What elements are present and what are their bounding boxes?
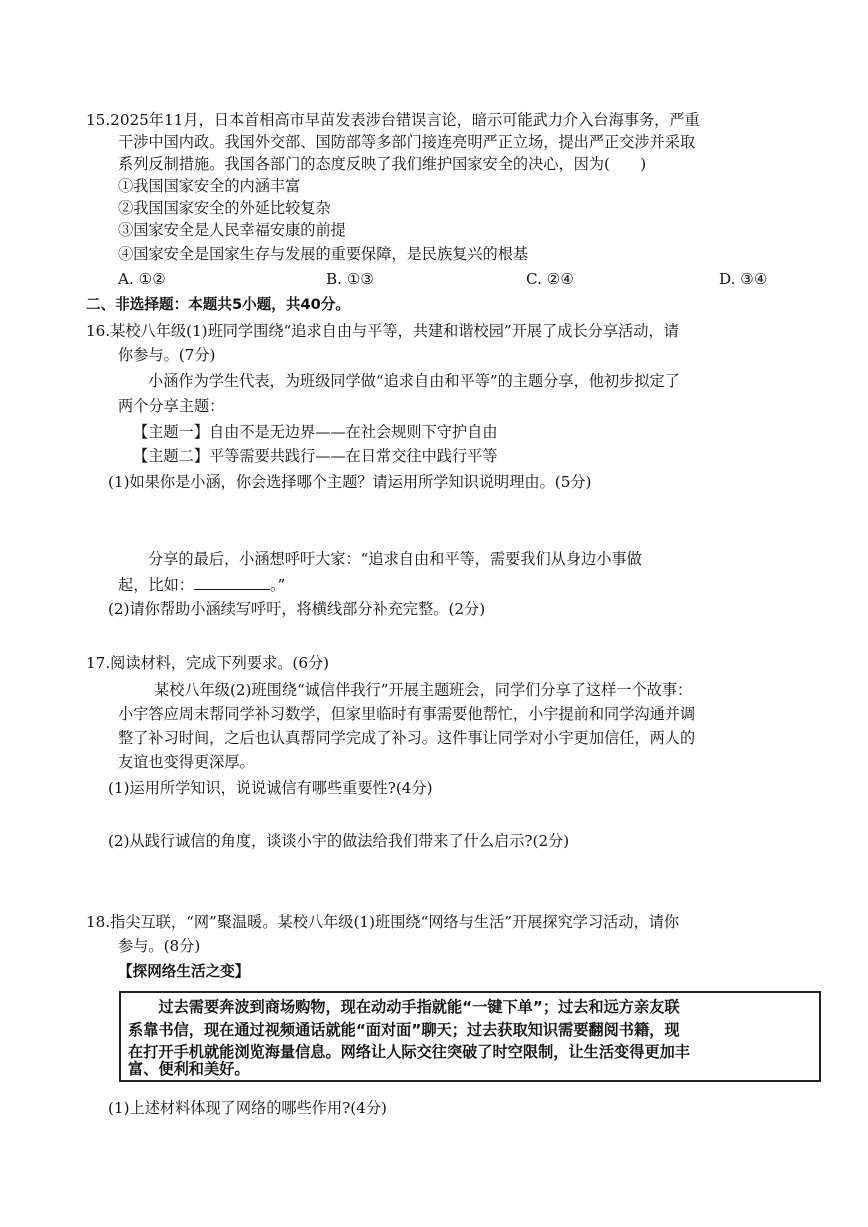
- section-heading-non-choice: 二、非选择题：本题共5小题，共40分。: [86, 296, 350, 313]
- q16-paragraph-line1: 小涵作为学生代表，为班级同学做“追求自由和平等”的主题分享，他初步拟定了: [148, 372, 680, 390]
- q15-option-d: D. ③④: [719, 270, 768, 288]
- q16-subquestion-2: (2)请你帮助小涵续写呼吁，将横线部分补充完整。(2分): [108, 600, 486, 618]
- q17-stem: 17.阅读材料，完成下列要求。(6分): [86, 654, 330, 672]
- q17-material-line2: 小宇答应周末帮同学补习数学，但家里临时有事需要他帮忙，小宇提前和同学沟通并调: [118, 705, 696, 723]
- q17-subquestion-1: (1)运用所学知识，说说诚信有哪些重要性?(4分): [108, 779, 433, 797]
- q15-option-a: A. ①②: [118, 270, 166, 288]
- q17-material-line4: 友谊也变得更深厚。: [118, 753, 255, 771]
- q16-subquestion-1: (1)如果你是小涵，你会选择哪个主题？请运用所学知识说明理由。(5分): [108, 473, 592, 491]
- q15-statement-1: ①我国国家安全的内涵丰富: [118, 177, 301, 195]
- q17-material-line1: 某校八年级(2)班围绕“诚信伴我行”开展主题班会，同学们分享了这样一个故事：: [154, 681, 693, 699]
- q18-stem-line1: 18.指尖互联，“网”聚温暖。某校八年级(1)班围绕“网络与生活”开展探究学习活动，请你: [86, 913, 680, 931]
- q18-stem-line2: 参与。(8分): [118, 937, 201, 955]
- q16-paragraph-line2: 两个分享主题：: [118, 397, 225, 415]
- q16-paragraph-line4-start: 起，比如：: [118, 576, 194, 594]
- q18-section-heading: 【探网络生活之变】: [118, 963, 250, 980]
- q16-paragraph-line4: [118, 574, 285, 596]
- q15-stem-line3: 系列反制措施。我国各部门的态度反映了我们维护国家安全的决心，因为( ): [118, 155, 647, 173]
- material-box-line4: 富、便利和美好。: [128, 1060, 250, 1078]
- material-box-line3: 在打开手机就能浏览海量信息。网络让人际交往突破了时空限制，让生活变得更加丰: [128, 1043, 690, 1061]
- material-box-line1: 过去需要奔波到商场购物，现在动动手指就能“一键下单”；过去和远方亲友联: [128, 998, 680, 1016]
- q16-paragraph-line3: 分享的最后，小涵想呼吁大家：“追求自由和平等，需要我们从身边小事做: [148, 550, 642, 568]
- material-box-line2: 系靠书信，现在通过视频通话就能“面对面”聊天；过去获取知识需要翻阅书籍，现: [128, 1021, 680, 1039]
- fill-in-blank[interactable]: [194, 575, 270, 590]
- q16-theme-1: 【主题一】自由不是无边界——在社会规则下守护自由: [133, 423, 498, 441]
- q15-stem-line2: 干涉中国内政。我国外交部、国防部等多部门接连亮明严正立场，提出严正交涉并采取: [118, 133, 696, 151]
- q15-statement-4: ④国家安全是国家生存与发展的重要保障，是民族复兴的根基: [118, 245, 529, 263]
- q15-option-c: C. ②④: [526, 270, 574, 288]
- q17-material-line3: 整了补习时间，之后也认真帮同学完成了补习。这件事让同学对小宇更加信任，两人的: [118, 729, 696, 747]
- q15-statement-3: ③国家安全是人民幸福安康的前提: [118, 221, 346, 239]
- q15-stem-line1: 15.2025年11月，日本首相高市早苗发表涉台错误言论，暗示可能武力介入台海事务，严重: [86, 111, 700, 129]
- q15-option-b: B. ①③: [326, 270, 375, 288]
- q16-paragraph-line4-end: 。”: [269, 576, 286, 594]
- q17-subquestion-2: (2)从践行诚信的角度，谈谈小宇的做法给我们带来了什么启示?(2分): [108, 832, 570, 850]
- q16-stem-line2: 你参与。(7分): [118, 346, 216, 364]
- q16-stem-line1: 16.某校八年级(1)班同学围绕“追求自由与平等，共建和谐校园”开展了成长分享活动，请: [86, 322, 679, 340]
- q15-statement-2: ②我国国家安全的外延比较复杂: [118, 199, 331, 217]
- q18-subquestion-1: (1)上述材料体现了网络的哪些作用?(4分): [108, 1099, 387, 1117]
- q16-theme-2: 【主题二】平等需要共践行——在日常交往中践行平等: [133, 447, 498, 465]
